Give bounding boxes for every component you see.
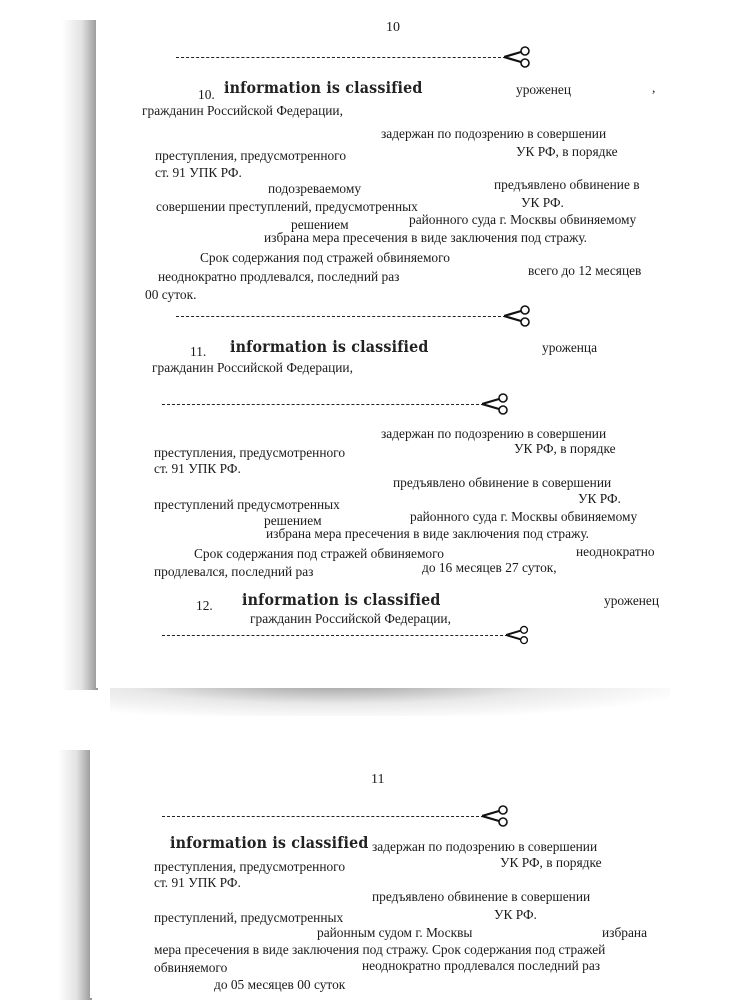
page-2-line: обвиняемого (154, 960, 228, 975)
page-2-line: УК РФ. (494, 907, 537, 922)
cut-line-1 (176, 52, 536, 62)
item-12-line: гражданин Российской Федерации, (250, 611, 451, 626)
item-11-native: уроженца (542, 340, 598, 355)
item-12-native: уроженец (604, 593, 660, 608)
item-10-tail-mark: , (652, 80, 656, 95)
scissors-icon (482, 805, 510, 827)
item-11-classified-stamp: information is classified (230, 337, 429, 356)
item-10-line: УК РФ, в порядке (516, 144, 618, 159)
page-2-line: неоднократно продлевался последний раз (362, 958, 601, 973)
item-11-line: продлевался, последний раз (154, 564, 314, 579)
item-10-line: гражданин Российской Федерации, (142, 103, 343, 118)
cut-line-2 (176, 311, 536, 321)
item-11-line: избрана мера пресечения в виде заключения под стражу. (266, 526, 590, 541)
page-number: 11 (371, 772, 385, 787)
item-11-line: УК РФ. (578, 491, 621, 506)
cut-line-3 (162, 399, 522, 409)
item-10-line: преступления, предусмотренного (155, 148, 347, 163)
page-2-line: преступления, предусмотренного (154, 859, 346, 874)
page-2-line: ст. 91 УПК РФ. (154, 875, 241, 890)
item-12-classified-stamp: information is classified (242, 590, 441, 609)
item-10-line: предъявлено обвинение в (494, 177, 640, 192)
page-2-line: УК РФ, в порядке (500, 855, 602, 870)
page-2-line: предъявлено обвинение в совершении (372, 889, 591, 904)
item-11-line: преступления, предусмотренного (154, 445, 346, 460)
item-11-line: Срок содержания под стражей обвиняемого (194, 546, 444, 561)
page-2-line: преступлений, предусмотренных (154, 910, 344, 925)
item-10-line: задержан по подозрению в совершении (381, 126, 607, 141)
item-10-native: уроженец (516, 82, 572, 97)
page-2-line: задержан по подозрению в совершении (372, 839, 598, 854)
item-11-line: до 16 месяцев 27 суток, (422, 560, 557, 575)
item-10-line: всего до 12 месяцев (528, 263, 642, 278)
page-2-line: избрана (602, 925, 648, 940)
item-11-line: ст. 91 УПК РФ. (154, 461, 241, 476)
item-10-line: УК РФ. (521, 195, 564, 210)
page-number: 10 (386, 20, 400, 35)
scissors-icon (504, 46, 532, 68)
item-11-line: неоднократно (576, 544, 655, 559)
item-10-line: решением (291, 217, 349, 232)
page-10 (96, 0, 706, 688)
cut-line-4 (162, 630, 532, 640)
item-11-line: решением (264, 513, 322, 528)
item-10-line: ст. 91 УПК РФ. (155, 165, 242, 180)
page-1-left-shadow (62, 20, 98, 690)
item-11-line: районного суда г. Москвы обвиняемому (410, 509, 638, 524)
item-10-classified-stamp: information is classified (224, 78, 423, 97)
item-11-line: предъявлено обвинение в совершении (393, 475, 612, 490)
page-2-line: мера пресечения в виде заключения под стражу. Срок содержания под стражей (154, 942, 606, 957)
item-11-line: УК РФ, в порядке (514, 441, 616, 456)
page-2-left-shadow (58, 750, 92, 1000)
item-10-line: Срок содержания под стражей обвиняемого (200, 250, 450, 265)
item-11-line: задержан по подозрению в совершении (381, 426, 607, 441)
scissors-icon (482, 393, 510, 415)
page-2-line: до 05 месяцев 00 суток (214, 977, 346, 992)
item-10-line: подозреваемому (268, 181, 362, 196)
page-2-classified-stamp: information is classified (170, 833, 369, 852)
item-10-line: избрана мера пресечения в виде заключения под стражу. (264, 230, 588, 245)
item-10-line: совершении преступлений, предусмотренных (156, 199, 418, 214)
item-11-number: 11. (190, 344, 207, 359)
scissors-icon (506, 624, 530, 646)
item-10-line: 00 суток. (145, 287, 197, 302)
scissors-icon (504, 305, 532, 327)
cut-line-5 (162, 811, 522, 821)
item-10-line: районного суда г. Москвы обвиняемому (409, 212, 637, 227)
page-2-line: районным судом г. Москвы (317, 925, 473, 940)
item-10-line: неоднократно продлевался, последний раз (158, 269, 400, 284)
item-12-number: 12. (196, 598, 213, 613)
item-10-number: 10. (198, 87, 215, 102)
item-11-line: преступлений предусмотренных (154, 497, 340, 512)
page-11 (90, 745, 710, 998)
item-11-line: гражданин Российской Федерации, (152, 360, 353, 375)
